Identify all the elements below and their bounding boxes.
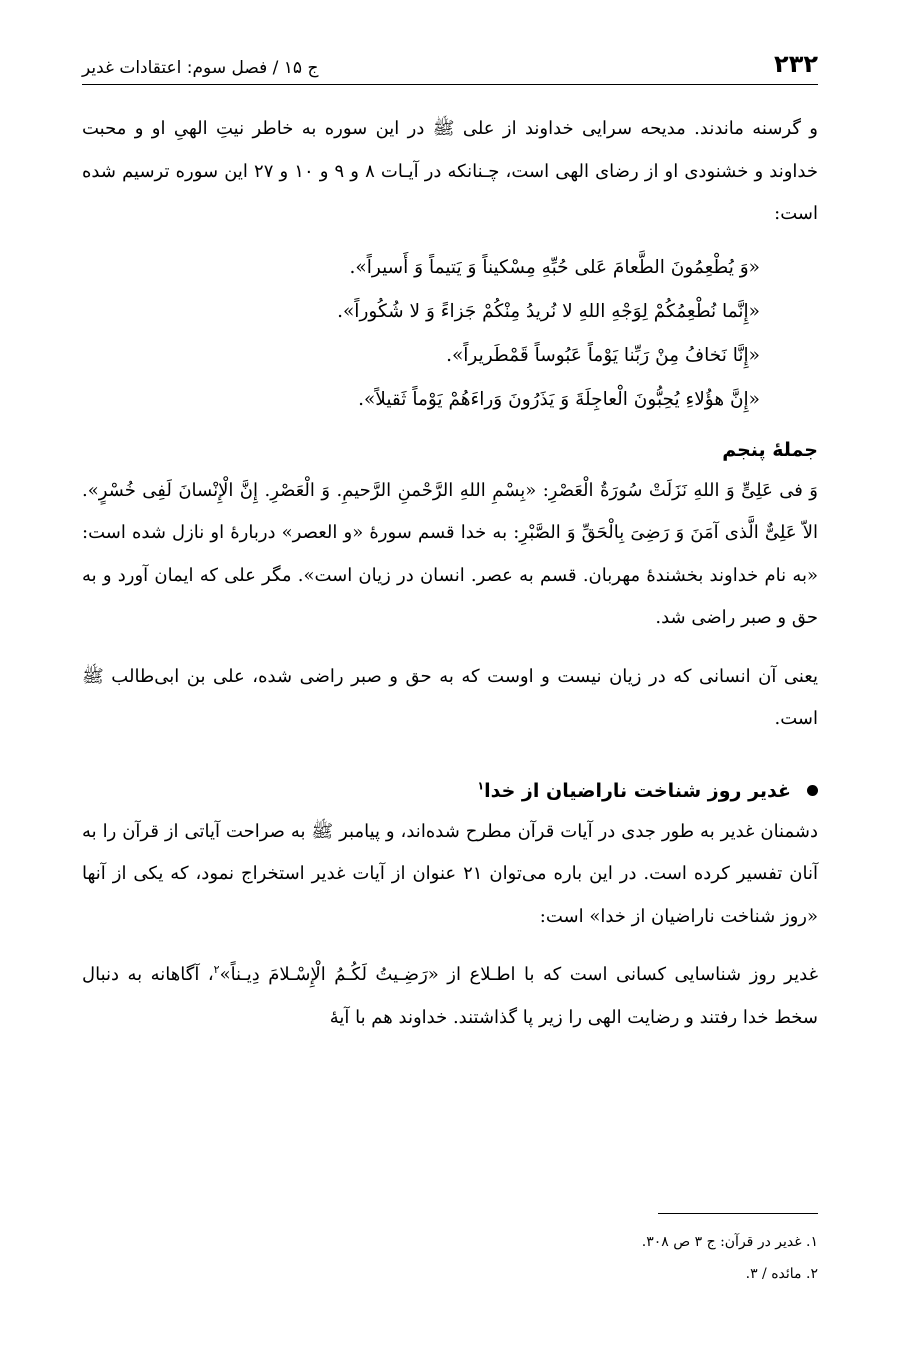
intro-paragraph: و گرسنه ماندند. مدیحه سرایی خداوند از علی ﷺ در این سوره به خاطر نیتِ الهیِ او و محبت خداوند و خشنودی او از رضای الهی است، چـنانکه در آیـات ۸ و ۹ و ۱۰ و ۲۷ این سوره ترسیم شده است: [82, 118, 818, 224]
verse-9: «إِنَّما نُطْعِمُکُمْ لِوَجْهِ اللهِ لا نُریدُ مِنْکُمْ جَزاءً وَ لا شُکُوراً». [337, 300, 760, 322]
ghadir-paragraph-2 [82, 954, 818, 1039]
footnote-mark-1[interactable]: ۱ [477, 779, 485, 793]
ghadir-paragraph-2-end: ، آگاهانه به دنبال سخط خدا رفتند و رضایت الهی را زیر پا گذاشتند. خداوند هم با آیۀ [82, 964, 818, 1028]
verse-8: «وَ یُطْعِمُونَ الطَّعامَ عَلی حُبِّهِ مِسْکیناً وَ یَتیماً وَ أَسیراً». [349, 256, 760, 278]
ghadir-heading-text: غدیر روز شناخت ناراضیان از خدا [484, 779, 791, 802]
ghadir-paragraph-2-start: غدیر روز شناسایی کسانی است که با اطـلاع از «رَضِـیتُ لَکُـمُ الْإِسْـلامَ دِیـناً» [219, 964, 818, 985]
book-page [82, 0, 818, 1345]
footnote-1: ۱. غدیر در قرآن: ج ۳ ص ۳۰۸. [641, 1234, 818, 1250]
verse-10: «إِنَّا نَخافُ مِنْ رَبِّنا یَوْماً عَبُوساً قَمْطَریراً». [446, 344, 760, 366]
footnote-mark-2[interactable]: ۲ [213, 963, 220, 976]
section-five-paragraph: وَ فی عَلِیٍّ وَ اللهِ نَزَلَتْ سُورَةُ الْعَصْرِ: «بِسْمِ اللهِ الرَّحْمنِ الرَّحیمِ. وَ الْعَصْرِ. إِنَّ الْإِنْسانَ لَفِی خُسْرٍ». الاّ عَلِیٌّ الَّذی آمَنَ وَ رَضِیَ بِالْحَقِّ وَ الصَّبْرِ: به خدا قسم سورۀ «و العصر» دربارۀ او نازل شده است: «به نام خداوند بخشندۀ مهربان. قسم به عصر. انسان در زیان است». مگر علی که ایمان آورد و به حق و صبر راضی شد. [82, 479, 818, 628]
ghadir-paragraph-1: دشمنان غدیر به طور جدی در آیات قرآن مطرح شده‌اند، و پیامبر ﷺ به صراحت آیاتی از قرآن را به آنان تفسیر کرده است. در این باره می‌توان ۲۱ عنوان از آیات غدیر استخراج نمود، که یکی از آنها «روز شناخت ناراضیان از خدا» است: [82, 820, 818, 927]
footnotes [82, 1213, 818, 1290]
running-title: ج ۱۵ / فصل سوم: اعتقادات غدیر [82, 58, 319, 78]
verse-27: «إِنَّ هؤُلاءِ یُحِبُّونَ الْعاجِلَةَ وَ یَذَرُونَ وَراءَهُمْ یَوْماً ثَقیلاً». [358, 388, 760, 410]
page-number: ۲۳۲ [774, 50, 818, 78]
footnote-divider [658, 1213, 818, 1214]
footnote-2: ۲. مائده / ۳. [745, 1266, 818, 1282]
page-content [82, 108, 818, 1039]
ghadir-section-heading [82, 771, 818, 811]
quran-verses [82, 246, 818, 422]
section-five-heading: جملۀ پنجم [722, 438, 818, 461]
section-five-explanation: یعنی آن انسانی که در زیان نیست و اوست که به حق و صبر راضی شده، علی بن ابی‌طالب ﷺ است. [82, 665, 818, 729]
bullet-icon [807, 785, 818, 796]
page-header [82, 34, 818, 85]
